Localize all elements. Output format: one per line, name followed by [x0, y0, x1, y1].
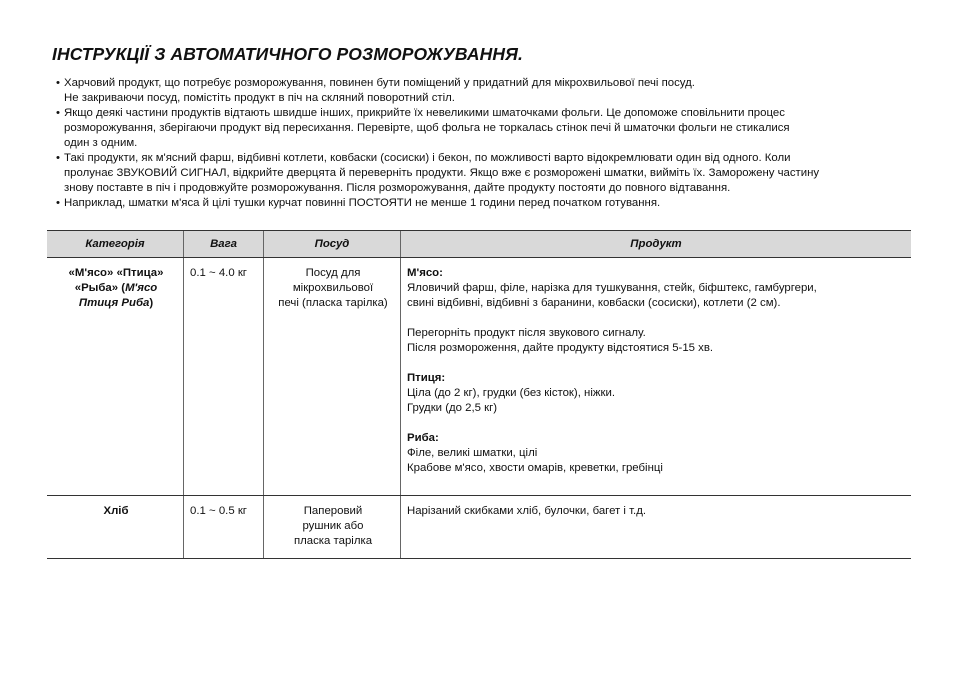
category-text: Птиця Риба [78, 297, 150, 309]
instruction-item [56, 106, 936, 151]
instruction-line: один з одним. [64, 137, 138, 149]
product-group-heading: М'ясо: [407, 267, 443, 279]
instruction-line: Харчовий продукт, що потребує розморожування, повинен бути поміщений у придатний для мікрохвильової печі посуд. [64, 77, 695, 89]
dish-cell [264, 496, 401, 559]
weight-cell: 0.1 ~ 0.5 кг [184, 496, 264, 559]
bullet: • [56, 197, 60, 209]
column-header-product: Продукт [401, 231, 912, 258]
product-line: Перегорніть продукт після звукового сигналу. [407, 327, 646, 339]
instruction-item [56, 76, 936, 106]
category-line [53, 281, 179, 296]
product-group-heading: Птиця: [407, 372, 446, 384]
defrost-table [47, 230, 911, 559]
dish-line: Паперовий [303, 505, 363, 517]
category-cell [47, 496, 184, 559]
page-title: ІНСТРУКЦІЇ З АВТОМАТИЧНОГО РОЗМОРОЖУВАННЯ. [52, 44, 523, 64]
instruction-line: розморожування, зберігаючи продукт від пересихання. Перевірте, щоб фольга не торкалась стінок печі й шматочки фольги не стикалися [64, 122, 790, 134]
bullet: • [56, 152, 60, 164]
column-header-weight: Вага [184, 231, 264, 258]
instruction-line: знову поставте в піч і продовжуйте розморожування. Після розморожування, дайте продукту постояти до повного відтавання. [64, 182, 731, 194]
category-cell [47, 258, 184, 496]
product-line: Крабове м'ясо, хвости омарів, креветки, гребінці [407, 462, 663, 474]
product-line: Філе, великі шматки, цілі [407, 447, 538, 459]
table-row [47, 496, 911, 559]
category-line [53, 296, 179, 311]
column-header-dish: Посуд [264, 231, 401, 258]
category-line: Хліб [103, 505, 129, 517]
dish-line: мікрохвильової [292, 282, 374, 294]
weight-cell: 0.1 ~ 4.0 кг [184, 258, 264, 496]
product-cell [401, 258, 912, 496]
product-line: Яловичий фарш, філе, нарізка для тушкування, стейк, біфштекс, гамбургери, [407, 282, 817, 294]
product-line: Грудки (до 2,5 кг) [407, 402, 498, 414]
product-line: Після розмороження, дайте продукту відстоятися 5-15 хв. [407, 342, 714, 354]
dish-line: рушник або [302, 520, 364, 532]
bullet: • [56, 107, 60, 119]
category-text: ) [149, 297, 154, 309]
instruction-line: Не закриваючи посуд, помістіть продукт в піч на скляний поворотний стіл. [64, 92, 455, 104]
product-line: Нарізаний скибками хліб, булочки, багет і т.д. [407, 505, 647, 517]
table-row [47, 258, 911, 496]
instruction-item [56, 151, 936, 196]
product-group-heading: Риба: [407, 432, 439, 444]
instruction-item [56, 196, 936, 211]
dish-cell [264, 258, 401, 496]
dish-line: печі (пласка тарілка) [278, 297, 388, 309]
instruction-line: пролунає ЗВУКОВИЙ СИГНАЛ, відкрийте дверцята й переверніть продукти. Якщо вже є розморожені шматки, вийміть їх. Заморожену частину [64, 167, 820, 179]
instruction-line: Якщо деякі частини продуктів відтають швидше інших, прикрийте їх невеликими шматочками фольги. Це допоможе сповільнити процес [64, 107, 785, 119]
category-text: М'ясо [125, 282, 158, 294]
dish-line: пласка тарілка [293, 535, 373, 547]
instruction-line: Такі продукти, як м'ясний фарш, відбивні котлети, ковбаски (сосиски) і бекон, по можливості варто відокремлювати один від одного. Коли [64, 152, 791, 164]
bullet: • [56, 77, 60, 89]
category-line: «М'ясо» «Птица» [68, 267, 164, 279]
table-header-row [47, 231, 911, 258]
instruction-line: Наприклад, шматки м'яса й цілі тушки курчат повинні ПОСТОЯТИ не менше 1 години перед початком готування. [64, 197, 661, 209]
instructions-list [56, 76, 936, 211]
dish-line: Посуд для [305, 267, 361, 279]
product-cell [401, 496, 912, 559]
column-header-category: Категорія [47, 231, 184, 258]
product-line: свині відбивні, відбивні з баранини, ковбаски (сосиски), котлети (2 см). [407, 297, 781, 309]
category-text: «Рыба» ( [74, 282, 126, 294]
product-line: Ціла (до 2 кг), грудки (без кісток), ніжки. [407, 387, 615, 399]
